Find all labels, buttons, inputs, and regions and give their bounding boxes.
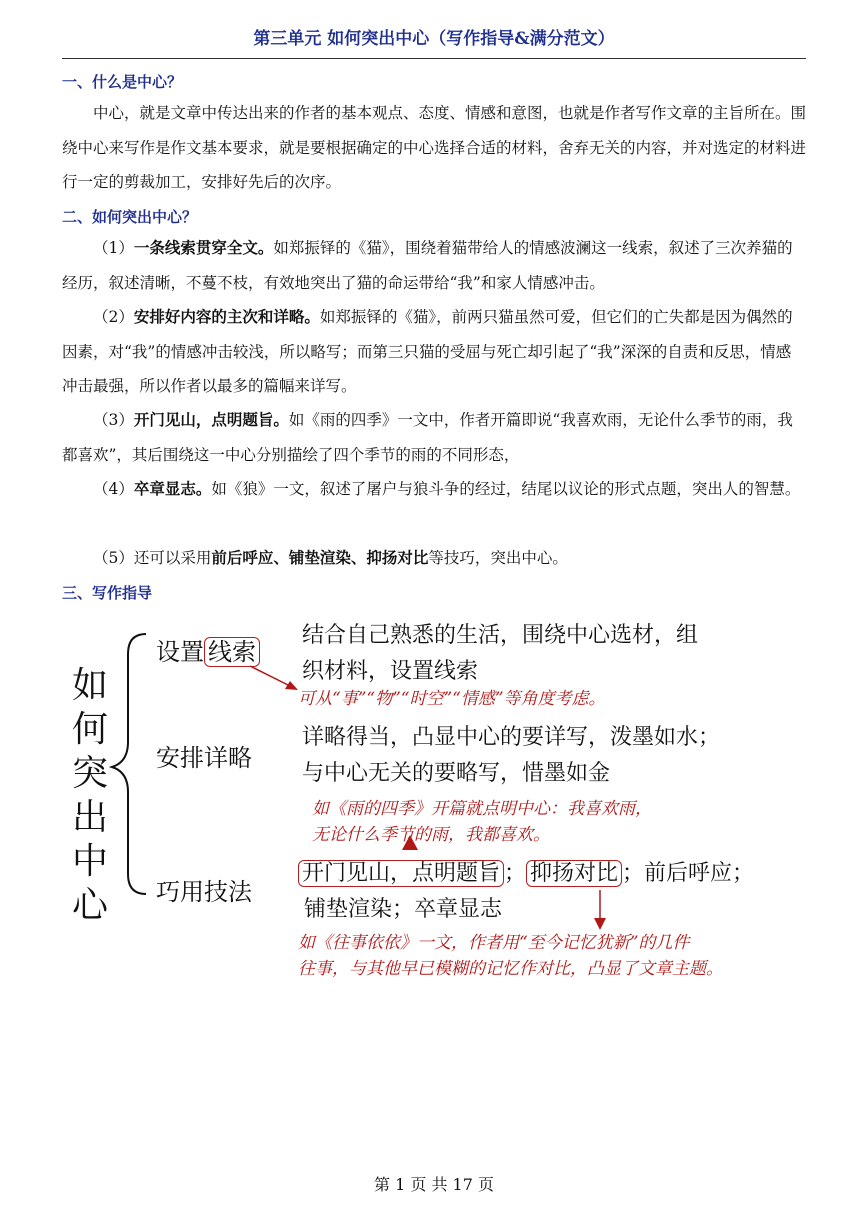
section1-heading: 一、什么是中心？ (62, 73, 183, 91)
desc-line: 与中心无关的要略写，惜墨如金 (302, 761, 611, 786)
desc-line: 结合自己熟悉的生活，围绕中心选材，组 (302, 623, 699, 648)
desc-arrange-detail (302, 720, 720, 792)
title-char: 心 (71, 885, 108, 926)
item-key-point: 安排好内容的主次和详略。 (133, 307, 320, 326)
item-key-point: 前后呼应、铺垫渲染、抑扬对比 (211, 548, 429, 567)
desc-technique (298, 856, 754, 928)
diagram-title-vertical (70, 664, 110, 928)
desc-line: 织材料，设置线索 (302, 659, 479, 684)
item-number: （3） (93, 411, 134, 429)
section2-item-3 (62, 403, 806, 472)
category-arrange-detail: 安排详略 (156, 744, 252, 772)
desc-set-clue (302, 618, 698, 690)
item-text: 如郑振铎的《猫》，围绕着猫带给人的情感波澜这一线索，叙述了三次养猫的经历，叙述清晰，不蔓不枝，有效地突出了猫的命运带给“我”和家人情感冲击。 (62, 239, 793, 292)
item-text: 如《雨的四季》一文中，作者开篇即说“我喜欢雨，无论什么季节的雨，我都喜欢”，其后围绕这一中心分别描绘了四个季节的雨的不同形态， (62, 411, 793, 464)
desc-rest: ；前后呼应； (622, 861, 755, 886)
separator: ； (504, 861, 527, 886)
section3-heading: 三、写作指导 (62, 584, 153, 602)
title-char: 如 (71, 665, 108, 706)
section1-text: 中心，就是文章中传达出来的作者的基本观点、态度、情感和意图，也就是作者写作文章的主旨所在。围绕中心来写作是作文基本要求，就是要根据确定的中心选择合适的材料，舍弃无关的内容，并对选定的材料进行一定的剪裁加工，安排好先后的次序。 (62, 104, 807, 191)
item-text-pre: 还可以采用 (133, 549, 212, 567)
item-text: 如《狼》一文，叙述了屠户与狼斗争的经过，结尾以议论的形式点题，突出人的智慧。 (211, 480, 801, 498)
category-label: 设置 (156, 638, 204, 666)
title-char: 中 (71, 841, 108, 882)
page-footer: 第 1 页 共 17 页 (374, 1175, 494, 1194)
note-line: 如《雨的四季》开篇就点明中心：我喜欢雨， (312, 799, 652, 819)
desc-line: 详略得当，凸显中心的要详写，泼墨如水； (302, 725, 721, 750)
title-char: 出 (71, 797, 108, 838)
desc-line: 铺垫渲染；卒章显志 (304, 897, 503, 922)
arrow-head-1 (285, 681, 298, 690)
item-key-point: 一条线索贯穿全文。 (133, 238, 274, 257)
section2-item-2 (62, 300, 806, 404)
annotation-1: 可从“事”“物”“时空”“情感”等角度考虑。 (298, 689, 606, 709)
item-text-post: 等技巧，突出中心。 (428, 549, 568, 567)
item-text: 如郑振铎的《猫》，前两只猫虽然可爱，但它们的亡失都是因为偶然的因素，对“我”的情感冲击较浅，所以略写；而第三只猫的受屈与死亡却引起了“我”深深的自责和反思，情感冲击最强，所以作者以最多的篇幅来详写。 (62, 308, 793, 395)
highlight-box: 开门见山，点明题旨 (298, 860, 504, 887)
page-header-title: 第三单元 如何突出中心（写作指导&满分范文） (253, 29, 615, 49)
annotation-3 (298, 930, 723, 982)
highlight-box: 线索 (204, 637, 260, 667)
section2-item-1 (62, 231, 806, 300)
writing-guide-diagram (0, 612, 868, 1012)
item-number: （5） (93, 549, 134, 567)
title-char: 何 (71, 709, 108, 750)
category-technique: 巧用技法 (156, 878, 252, 906)
item-number: （1） (93, 239, 134, 257)
item-key-point: 开门见山，点明题旨。 (133, 410, 289, 429)
desc-line (298, 856, 754, 892)
section2-item-5 (62, 541, 806, 576)
note-line: 如《往事依依》一文，作者用“至今记忆犹新”的几件 (298, 933, 690, 953)
category-set-clue (156, 632, 260, 667)
item-number: （2） (93, 308, 134, 326)
item-key-point: 卒章显志。 (133, 479, 212, 498)
arrow-line-1 (250, 666, 292, 687)
annotation-2 (312, 796, 652, 848)
highlight-box: 抑扬对比 (526, 860, 622, 887)
brace (112, 634, 146, 894)
note-line: 往事，与其他早已模糊的记忆作对比，凸显了文章主题。 (298, 959, 723, 979)
item-number: （4） (93, 480, 134, 498)
title-char: 突 (71, 753, 108, 794)
section2-heading: 二、如何突出中心？ (62, 208, 198, 226)
header-divider (62, 58, 806, 59)
section1-paragraph (62, 96, 806, 200)
note-line: 无论什么季节的雨，我都喜欢。 (312, 825, 550, 845)
section2-item-4 (62, 472, 806, 507)
